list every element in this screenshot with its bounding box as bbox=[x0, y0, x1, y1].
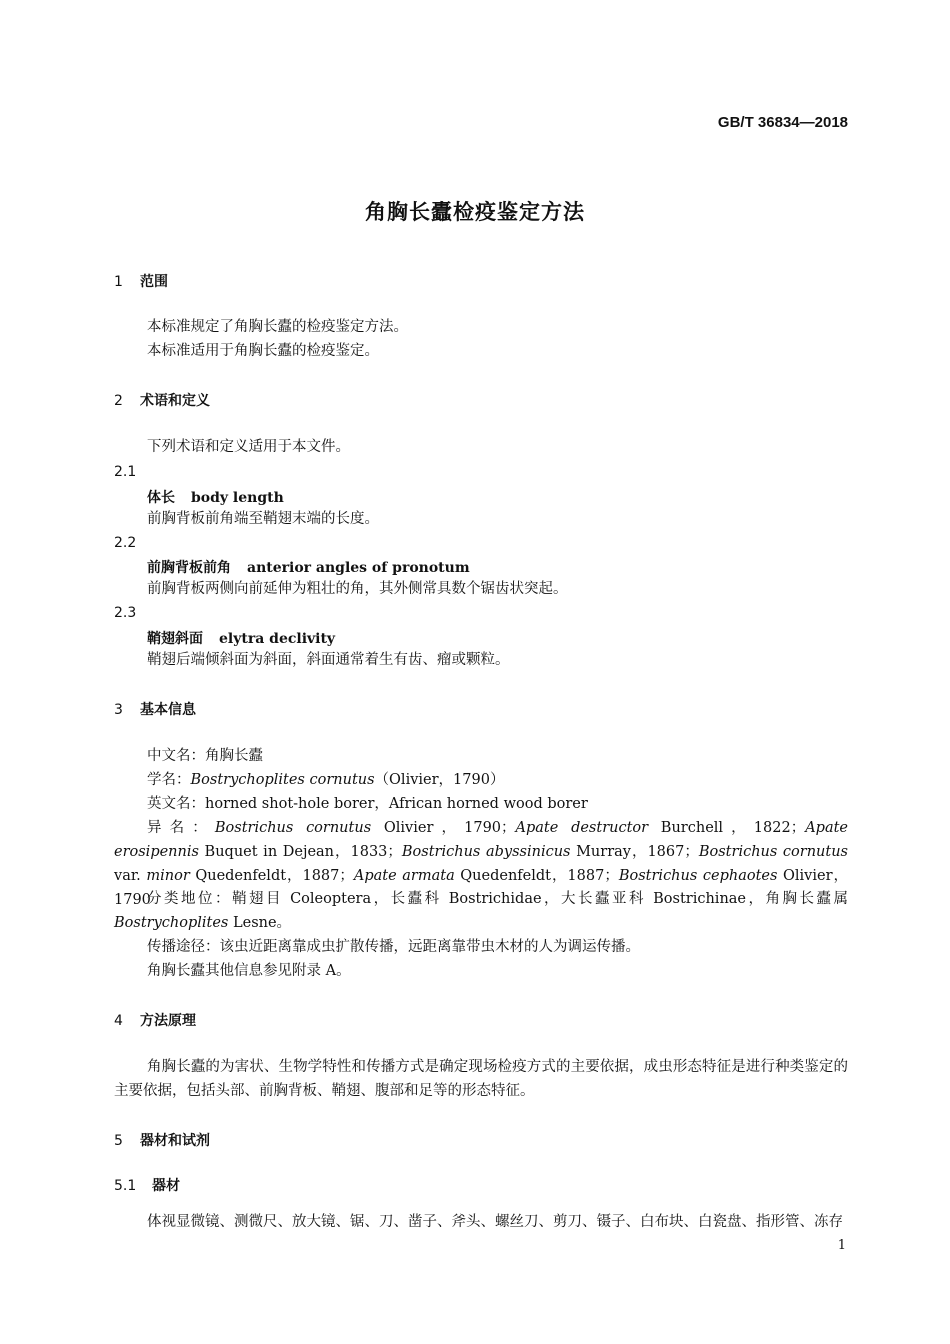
term-en: anterior angles of pronotum bbox=[247, 560, 470, 576]
term-heading bbox=[147, 487, 284, 507]
section-title: 术语和定义 bbox=[140, 393, 210, 409]
synonym-author: Olivier，1790； bbox=[371, 820, 516, 836]
spread-route: 传播途径：该虫近距离靠成虫扩散传播，远距离靠带虫木材的人为调运传播。 bbox=[147, 939, 640, 955]
section-1-heading bbox=[114, 271, 168, 291]
species-name: Bostrychoplites cornutus bbox=[190, 772, 375, 788]
synonym-author: Buquet in Dejean，1833； bbox=[198, 844, 402, 860]
section-number: 5 bbox=[114, 1133, 123, 1149]
section-4-heading bbox=[114, 1010, 196, 1030]
author: （Olivier，1790） bbox=[374, 772, 505, 788]
label: 异名： bbox=[147, 820, 215, 836]
paragraph: 体视显微镜、测微尺、放大镜、锯、刀、凿子、斧头、螺丝刀、剪刀、镊子、白布块、白瓷盘、指形管、冻存 bbox=[147, 1214, 843, 1230]
synonym-author: Burchell，1822； bbox=[648, 820, 806, 836]
label: 学名： bbox=[147, 772, 191, 788]
synonym: Bostrichus cephaotes bbox=[618, 868, 778, 884]
genus-name: Bostrychoplites bbox=[114, 915, 229, 931]
synonym: Bostrichus cornutus bbox=[698, 844, 848, 860]
english-name: 英文名：horned shot-hole borer，African horned wood borer bbox=[147, 796, 588, 812]
paragraph bbox=[114, 1055, 848, 1103]
section-number: 2 bbox=[114, 393, 123, 409]
subsection-number: 2.1 bbox=[114, 464, 137, 480]
genus-author: Lesne。 bbox=[228, 915, 292, 931]
section-5-heading bbox=[114, 1130, 210, 1150]
term-definition: 前胸背板前角端至鞘翅末端的长度。 bbox=[147, 511, 379, 527]
paragraph-text: 角胸长蠹的为害状、生物学特性和传播方式是确定现场检疫方式的主要依据，成虫形态特征是进行种类鉴定的主要依据，包括头部、前胸背板、鞘翅、腹部和足等的形态特征。 bbox=[114, 1059, 848, 1099]
chinese-name: 中文名：角胸长蠹 bbox=[147, 748, 263, 764]
term-heading bbox=[147, 628, 335, 648]
synonym: Apate destructor bbox=[515, 820, 649, 836]
page-title: 角胸长蠹检疫鉴定方法 bbox=[365, 200, 585, 224]
synonym-author: Quedenfeldt，1887； bbox=[454, 868, 619, 884]
subsection-number: 2.2 bbox=[114, 535, 137, 551]
section-title: 器材和试剂 bbox=[140, 1133, 210, 1149]
section-title: 器材 bbox=[152, 1178, 180, 1194]
synonym-author: Olivier，1790 bbox=[114, 868, 848, 908]
synonym: Apate armata bbox=[353, 868, 455, 884]
term-zh: 体长 bbox=[147, 490, 175, 506]
term-en: elytra declivity bbox=[219, 631, 336, 647]
paragraph: 本标准规定了角胸长蠹的检疫鉴定方法。 bbox=[147, 319, 408, 335]
section-number: 4 bbox=[114, 1013, 123, 1029]
term-definition: 前胸背板两侧向前延伸为粗壮的角，其外侧常具数个锯齿状突起。 bbox=[147, 581, 568, 597]
annex-reference: 角胸长蠹其他信息参见附录 A。 bbox=[147, 963, 351, 979]
section-number: 5.1 bbox=[114, 1178, 137, 1194]
section-title: 方法原理 bbox=[140, 1013, 196, 1029]
term-zh: 前胸背板前角 bbox=[147, 560, 231, 576]
synonym: minor bbox=[146, 868, 190, 884]
scientific-name bbox=[147, 768, 848, 792]
section-title: 基本信息 bbox=[140, 702, 196, 718]
term-zh: 鞘翅斜面 bbox=[147, 631, 203, 647]
subsection-5-1-heading bbox=[114, 1175, 180, 1195]
paragraph: 本标准适用于角胸长蠹的检疫鉴定。 bbox=[147, 343, 379, 359]
section-3-heading bbox=[114, 699, 196, 719]
term-heading bbox=[147, 557, 470, 577]
synonym-var: var. bbox=[114, 868, 147, 884]
synonym-author: Quedenfeldt，1887； bbox=[189, 868, 354, 884]
page-number: 1 bbox=[837, 1238, 846, 1253]
synonym: Apate erosipennis bbox=[114, 820, 849, 860]
synonym: Bostrichus abyssinicus bbox=[401, 844, 571, 860]
term-definition: 鞘翅后端倾斜面为斜面，斜面通常着生有齿、瘤或颗粒。 bbox=[147, 652, 510, 668]
taxonomy-text: 分类地位：鞘翅目 Coleoptera，长蠹科 Bostrichidae，大长蠹亚科 Bostrichinae，角胸长蠹属 bbox=[147, 891, 848, 907]
taxonomy bbox=[114, 887, 848, 935]
subsection-number: 2.3 bbox=[114, 605, 137, 621]
section-2-heading bbox=[114, 390, 210, 410]
term-en: body length bbox=[191, 490, 284, 506]
standard-code: GB/T 36834—2018 bbox=[717, 114, 848, 131]
section-number: 1 bbox=[114, 274, 123, 290]
synonym: Bostrichus cornutus bbox=[214, 820, 372, 836]
paragraph: 下列术语和定义适用于本文件。 bbox=[147, 439, 350, 455]
synonym-author: Murray，1867； bbox=[570, 844, 699, 860]
section-title: 范围 bbox=[140, 274, 168, 290]
section-number: 3 bbox=[114, 702, 123, 718]
